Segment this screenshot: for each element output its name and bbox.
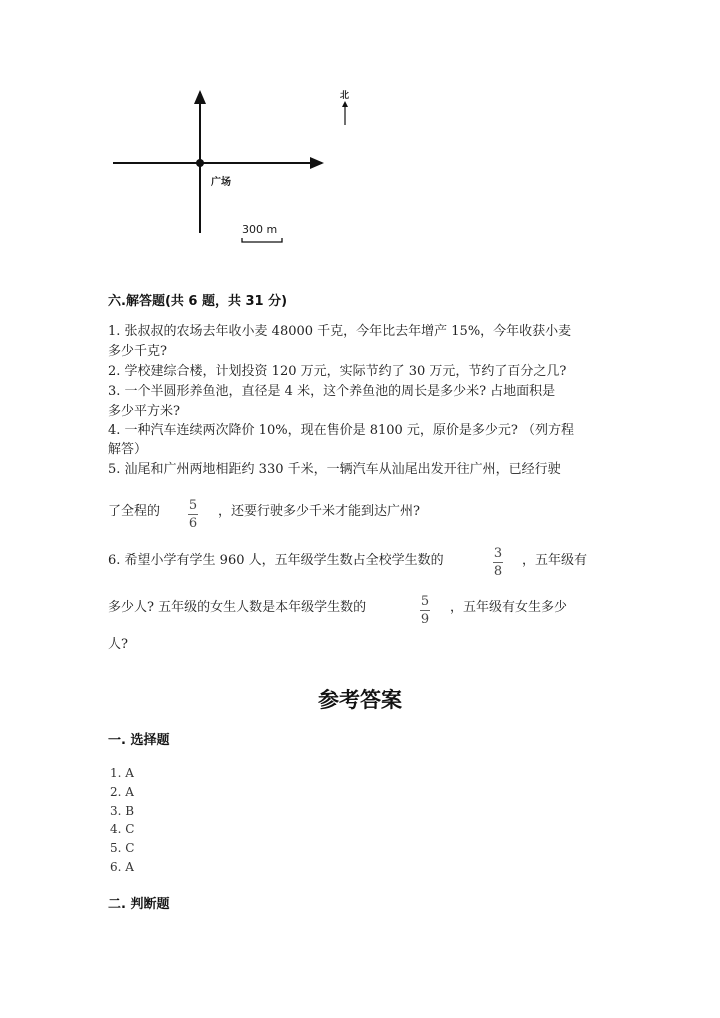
question-5-line-1: 5. 汕尾和广州两地相距约 330 千米，一辆汽车从汕尾出发开往广州，已经行驶 bbox=[108, 462, 561, 477]
fraction-5-6 bbox=[188, 498, 198, 531]
answer-item: 5. C bbox=[110, 841, 135, 855]
question-3-line-1: 3. 一个半圆形养鱼池，直径是 4 米，这个养鱼池的周长是多少米? 占地面积是 bbox=[108, 384, 556, 399]
scale-label: 300 m bbox=[242, 223, 278, 236]
fraction-5-9 bbox=[420, 594, 430, 627]
question-5-line-2-prefix: 了全程的 bbox=[108, 504, 161, 519]
question-5-line-2-suffix: ，还要行驶多少千米才能到达广州? bbox=[218, 504, 420, 519]
fraction-3-8 bbox=[493, 546, 503, 579]
question-4-line-1: 4. 一种汽车连续两次降价 10%，现在售价是 8100 元，原价是多少元? （列方程 bbox=[108, 423, 575, 438]
fraction-bar bbox=[188, 514, 198, 515]
question-6-line-1-suffix: ，五年级有 bbox=[522, 553, 588, 568]
answers-title: 参考答案 bbox=[318, 688, 402, 712]
fraction-numerator: 5 bbox=[188, 498, 198, 513]
question-6-line-3: 人? bbox=[108, 637, 128, 652]
fraction-numerator: 3 bbox=[493, 546, 503, 561]
question-6-line-1-prefix: 6. 希望小学有学生 960 人，五年级学生数占全校学生数的 bbox=[108, 553, 444, 568]
north-label: 北 bbox=[340, 91, 350, 101]
fraction-denominator: 6 bbox=[188, 516, 198, 531]
answer-item: 1. A bbox=[110, 766, 134, 780]
question-2-line-1: 2. 学校建综合楼，计划投资 120 万元，实际节约了 30 万元，节约了百分之几? bbox=[108, 364, 567, 379]
question-6-line-2-suffix: ，五年级有女生多少 bbox=[450, 600, 568, 615]
fraction-numerator: 5 bbox=[420, 594, 430, 609]
answer-item: 4. C bbox=[110, 822, 135, 836]
fraction-bar bbox=[493, 562, 503, 563]
question-1-line-1: 1. 张叔叔的农场去年收小麦 48000 千克，今年比去年增产 15%，今年收获小麦 bbox=[108, 324, 572, 339]
answer-item: 3. B bbox=[110, 804, 135, 818]
question-3-line-2: 多少平方米? bbox=[108, 404, 180, 419]
answers-part-1-title: 一. 选择题 bbox=[108, 733, 170, 748]
question-6-line-2-prefix: 多少人? 五年级的女生人数是本年级学生数的 bbox=[108, 600, 367, 615]
answer-item: 2. A bbox=[110, 785, 134, 799]
map-figure bbox=[100, 80, 370, 250]
answer-item: 6. A bbox=[110, 860, 134, 874]
question-1-line-2: 多少千克? bbox=[108, 344, 167, 359]
section-6-title: 六.解答题(共 6 题，共 31 分) bbox=[108, 294, 288, 309]
fraction-denominator: 9 bbox=[420, 612, 430, 627]
square-label: 广场 bbox=[211, 177, 231, 188]
crossroad-map-icon bbox=[100, 80, 370, 250]
question-4-line-2: 解答） bbox=[108, 442, 148, 457]
fraction-bar bbox=[420, 610, 430, 611]
answers-part-2-title: 二. 判断题 bbox=[108, 897, 170, 912]
fraction-denominator: 8 bbox=[493, 564, 503, 579]
